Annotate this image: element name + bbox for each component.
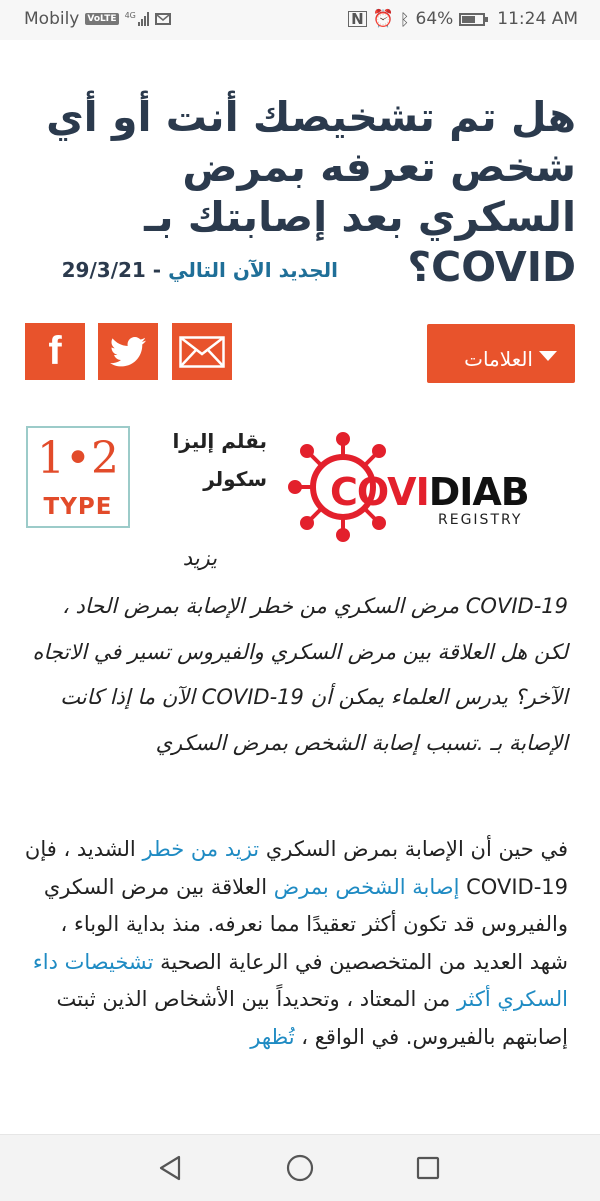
volte-icon: VoLTE — [87, 14, 117, 24]
twitter-share-button[interactable] — [98, 323, 158, 380]
logo-covi-text: COVI — [330, 470, 429, 514]
article-title: هل تم تشخيصك أنت أو أي شخص تعرفه بمرض السكري بعد إصابتك بـ COVID؟ — [46, 93, 576, 291]
nav-recents-button[interactable] — [408, 1153, 448, 1183]
back-triangle-icon — [157, 1154, 183, 1182]
caret-down-icon — [539, 351, 557, 361]
article-byline: الجديد الآن التالي - 29/3/21 — [61, 258, 338, 282]
bluetooth-icon: ᛒ — [399, 9, 410, 29]
message-icon — [155, 13, 171, 25]
facebook-icon: f — [48, 329, 62, 373]
nfc-icon: N — [348, 11, 367, 27]
byline-date: 29/3/21 — [61, 258, 146, 282]
body-link-show[interactable]: تُظهر — [250, 1024, 295, 1049]
article-body-paragraph: في حين أن الإصابة بمرض السكري تزيد من خطر الشديد ، فإن COVID-19 إصابة الشخص بمرض العلاقة بين مرض السكري والفيروس قد تكون أكثر تعقيدًا مما نعرفه. منذ بداية الوباء ، شهد العديد من المتخصصين في الرعاية الصحية تشخيصات داء السكري أكثر من المعتاد ، وتحديداً بين الأشخاص الذين ثبتت إصابتهم بالفيروس. في الواقع ، تُظهر — [24, 837, 568, 1049]
body-link-diagnoses[interactable]: تشخيصات داء السكري أكثر — [32, 949, 568, 1011]
recents-square-icon — [415, 1155, 441, 1181]
twitter-icon — [110, 337, 146, 367]
type-1-2-logo — [26, 426, 130, 528]
nav-home-button[interactable] — [280, 1153, 320, 1183]
battery-percent: 64% — [415, 9, 454, 29]
covidiab-registry-logo — [288, 432, 548, 542]
byline-source-link[interactable]: الجديد الآن التالي — [168, 258, 338, 282]
signal-icon: 4G — [125, 12, 149, 26]
email-icon — [179, 336, 225, 368]
carrier-label: Mobily — [24, 9, 80, 29]
android-nav-bar — [0, 1134, 600, 1201]
battery-icon — [459, 13, 485, 26]
tags-label: العلامات — [464, 347, 533, 371]
intro-first-word: يزيد — [182, 546, 217, 570]
article-intro: COVID-19 مرض السكري من خطر الإصابة بمرض الحاد ، لكن هل العلاقة بين مرض السكري والفيروس تسير في الاتجاه الآخر؟ يدرس العلماء يمكن أن COVID-19 الآن ما إذا كانت الإصابة بـ .تسبب إصابة الشخص بمرض السكري — [32, 594, 568, 755]
facebook-share-button[interactable] — [25, 323, 85, 380]
author-name: بقلم إليزا سكولر — [172, 429, 267, 491]
logo-diab-text: DIAB — [428, 470, 529, 514]
tags-dropdown-button[interactable] — [427, 324, 575, 383]
alarm-icon: ⏰ — [372, 9, 394, 29]
body-link-infection[interactable]: إصابة الشخص بمرض — [273, 874, 460, 899]
body-link-increase-risk[interactable]: تزيد من خطر — [142, 837, 260, 861]
clock: 11:24 AM — [497, 9, 578, 29]
nav-back-button[interactable] — [150, 1153, 190, 1183]
home-circle-icon — [285, 1153, 315, 1183]
type-logo-number: 1•2 — [37, 433, 119, 484]
type-logo-text: TYPE — [43, 494, 113, 520]
email-share-button[interactable] — [172, 323, 232, 380]
logo-registry-text: REGISTRY — [438, 512, 523, 528]
status-bar — [0, 0, 600, 40]
